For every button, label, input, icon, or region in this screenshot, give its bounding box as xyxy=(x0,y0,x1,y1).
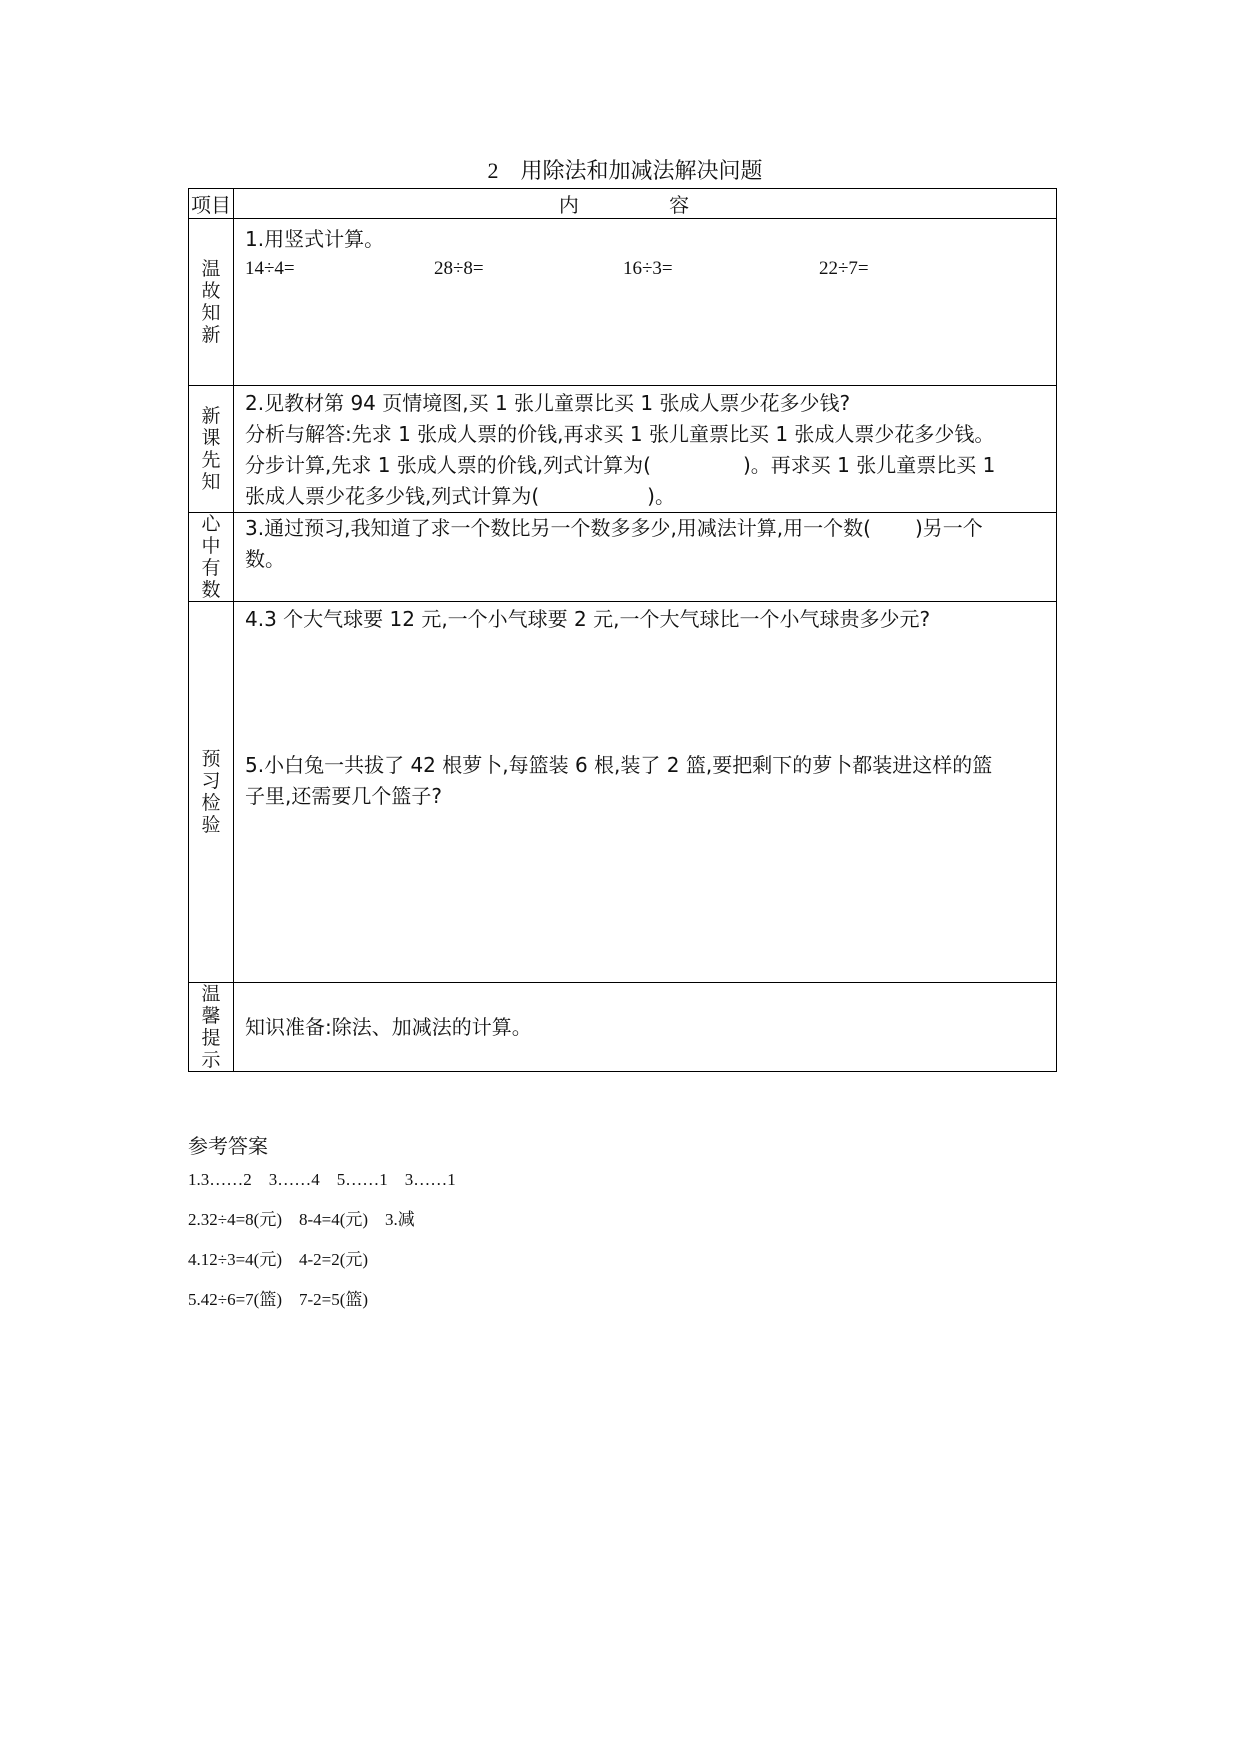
row-preview xyxy=(189,386,1057,513)
question-5-cont: 子里,还需要几个篮子? xyxy=(245,784,442,808)
step-line: 分步计算,先求 1 张成人票的价钱,列式计算为( )。再求买 1 张儿童票比买 1 xyxy=(245,453,996,477)
answer-space[interactable] xyxy=(245,635,1044,750)
worksheet-table xyxy=(188,188,1057,1072)
row-check xyxy=(189,602,1057,983)
row-label-tip: 温馨提示 xyxy=(189,983,234,1072)
step-line-2: 张成人票少花多少钱,列式计算为( )。 xyxy=(245,484,675,508)
question-3-cont: 数。 xyxy=(245,547,285,571)
question-2: 2.见教材第 94 页情境图,买 1 张儿童票比买 1 张成人票少花多少钱? xyxy=(245,391,851,415)
row-label-review: 温故知新 xyxy=(189,219,234,386)
row-understanding xyxy=(189,513,1057,602)
row-content-review xyxy=(234,219,1057,386)
header-item: 项目 xyxy=(189,189,234,219)
header-row xyxy=(189,189,1057,219)
title-text: 用除法和加减法解决问题 xyxy=(520,159,763,184)
answer-line: 4.12÷3=4(元) 4-2=2(元) xyxy=(188,1250,369,1269)
question-1: 1.用竖式计算。 xyxy=(245,227,385,251)
row-content-tip: 知识准备:除法、加减法的计算。 xyxy=(234,983,1057,1072)
answer-line: 1.3……2 3……4 5……1 3……1 xyxy=(188,1170,456,1189)
calc-list xyxy=(245,255,1044,283)
row-label-understanding: 心中有数 xyxy=(189,513,234,602)
answer-key xyxy=(188,1130,456,1329)
answer-heading: 参考答案 xyxy=(188,1134,268,1158)
calc-item: 14÷4= xyxy=(245,258,295,279)
calc-item: 22÷7= xyxy=(819,258,869,279)
question-5: 5.小白兔一共拔了 42 根萝卜,每篮装 6 根,装了 2 篮,要把剩下的萝卜都装进这样的篮 xyxy=(245,753,993,777)
calc-item: 16÷3= xyxy=(623,258,673,279)
analysis-line: 分析与解答:先求 1 张成人票的价钱,再求买 1 张儿童票比买 1 张成人票少花多少钱。 xyxy=(245,422,995,446)
answer-line: 5.42÷6=7(篮) 7-2=5(篮) xyxy=(188,1290,369,1309)
question-3: 3.通过预习,我知道了求一个数比另一个数多多少,用减法计算,用一个数( )另一个 xyxy=(245,516,983,540)
row-content-understanding xyxy=(234,513,1057,602)
row-label-preview: 新课先知 xyxy=(189,386,234,513)
row-tip xyxy=(189,983,1057,1072)
header-content: 内 容 xyxy=(234,189,1057,219)
title-number: 2 xyxy=(487,158,499,183)
row-review xyxy=(189,219,1057,386)
calc-item: 28÷8= xyxy=(434,258,484,279)
question-4: 4.3 个大气球要 12 元,一个小气球要 2 元,一个大气球比一个小气球贵多少元? xyxy=(245,607,931,631)
row-content-check xyxy=(234,602,1057,983)
page-title xyxy=(188,156,1062,187)
row-content-preview xyxy=(234,386,1057,513)
row-label-check: 预习检验 xyxy=(189,602,234,983)
answer-line: 2.32÷4=8(元) 8-4=4(元) 3.减 xyxy=(188,1210,415,1229)
